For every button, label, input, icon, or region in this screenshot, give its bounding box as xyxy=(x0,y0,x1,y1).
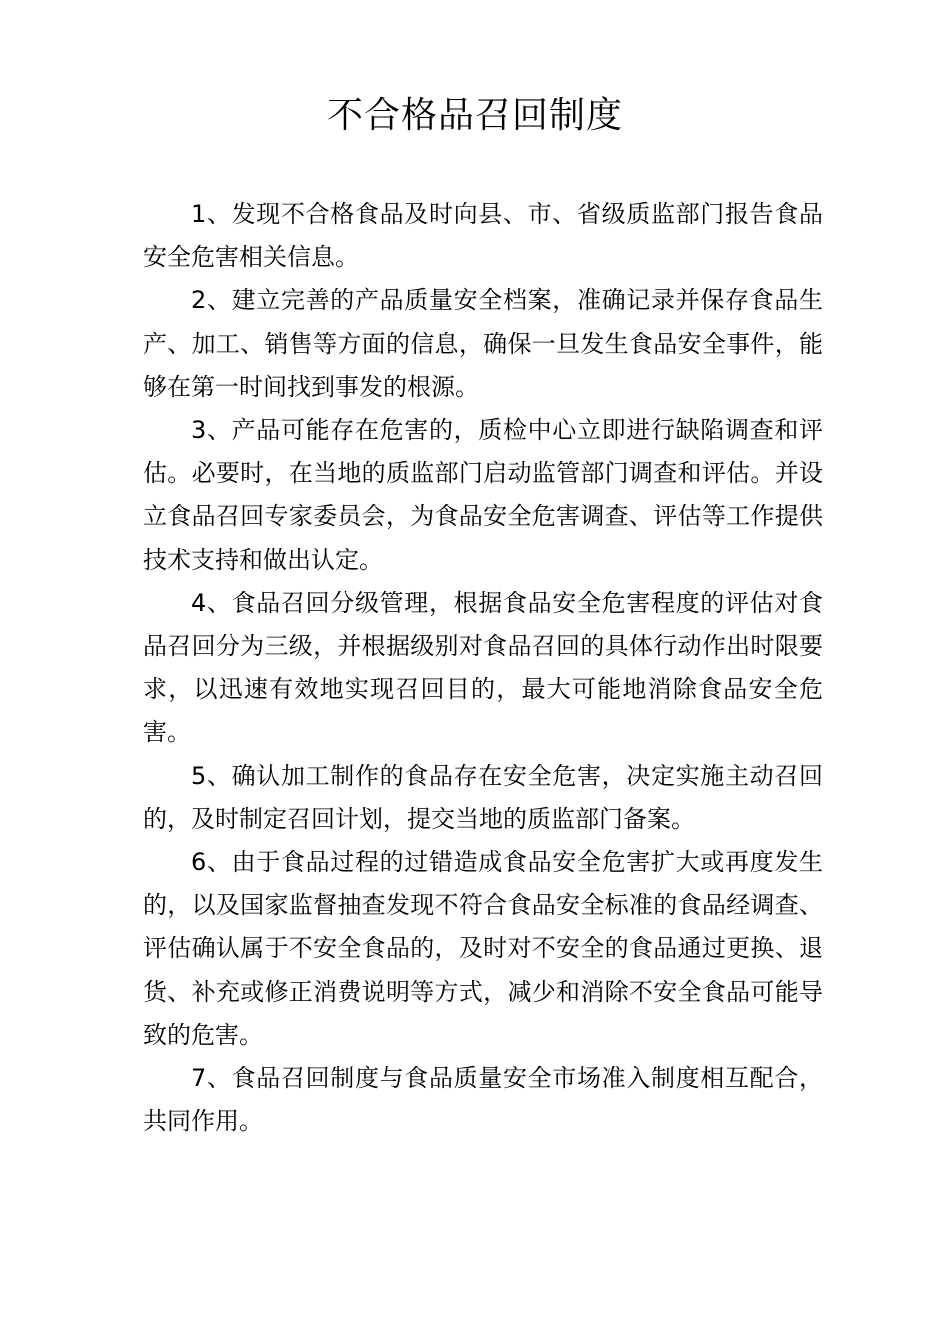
paragraph-3: 3、产品可能存在危害的，质检中心立即进行缺陷调查和评估。必要时，在当地的质监部门启动监管部门调查和评估。并设立食品召回专家委员会，为食品安全危害调查、评估等工作提供技术支持和做出认定。 xyxy=(143,416,823,574)
paragraph-5: 5、确认加工制作的食品存在安全危害，决定实施主动召回的，及时制定召回计划，提交当地的质监部门备案。 xyxy=(143,761,823,833)
paragraph-2: 2、建立完善的产品质量安全档案，准确记录并保存食品生产、加工、销售等方面的信息，确保一旦发生食品安全事件，能够在第一时间找到事发的根源。 xyxy=(143,286,823,401)
paragraph-4: 4、食品召回分级管理，根据食品安全危害程度的评估对食品召回分为三级，并根据级别对食品召回的具体行动作出时限要求，以迅速有效地实现召回目的，最大可能地消除食品安全危害。 xyxy=(143,588,823,747)
paragraph-1: 1、发现不合格食品及时向县、市、省级质监部门报告食品安全危害相关信息。 xyxy=(143,200,823,272)
document-title: 不合格品召回制度 xyxy=(326,95,623,136)
paragraph-6: 6、由于食品过程的过错造成食品安全危害扩大或再度发生的，以及国家监督抽查发现不符合食品安全标准的食品经调查、评估确认属于不安全食品的，及时对不安全的食品通过更换、退货、补充或修正消费说明等方式，减少和消除不安全食品可能导致的危害。 xyxy=(143,848,823,1049)
document-body xyxy=(143,193,823,1143)
paragraph-7: 7、食品召回制度与食品质量安全市场准入制度相互配合，共同作用。 xyxy=(143,1064,823,1136)
